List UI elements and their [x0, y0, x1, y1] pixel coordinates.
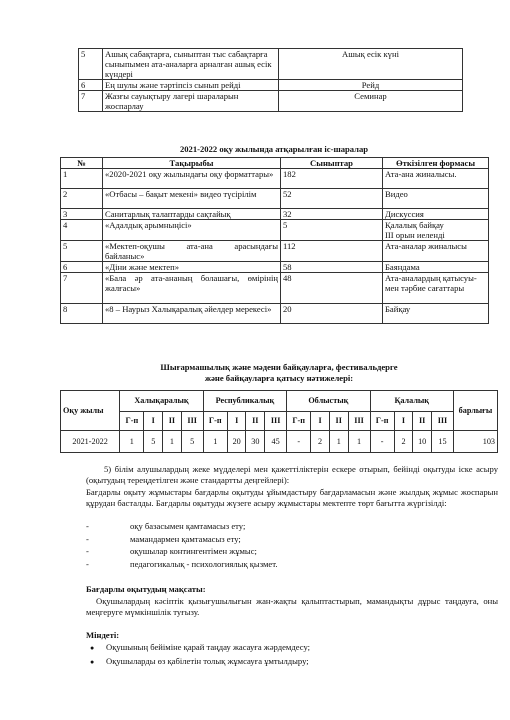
table-row	[61, 273, 489, 304]
section-contests-title-line2: және байқауларға қатысу нәтижелері:	[204, 373, 354, 383]
table-row	[61, 262, 489, 273]
section-contests-title-line1: Шығармашылық және мәдени байқауларға, фестивальдерге	[160, 362, 398, 372]
list-item-text: мамандармен қамтамасыз ету;	[130, 533, 241, 544]
row-value: 15	[431, 431, 453, 453]
row-value: 1	[163, 431, 182, 453]
row-number: 6	[61, 262, 103, 273]
bullet-icon: ●	[90, 644, 95, 652]
row-form: Қалалық байқау ІІІ орын иеленді	[383, 220, 489, 241]
row-topic: «Діни және мектеп»	[103, 262, 281, 273]
row-year: 2021-2022	[61, 431, 120, 453]
row-number: 7	[61, 273, 103, 304]
row-classes: 52	[281, 189, 383, 209]
sub-header-1-1: І	[227, 412, 246, 431]
row-number: 8	[61, 304, 103, 324]
events-2021-2022-table	[60, 157, 489, 324]
row-value: 1	[203, 431, 227, 453]
col-header-form: Өткізілген формасы	[383, 158, 489, 169]
row-number: 3	[61, 209, 103, 220]
row-value: 5	[181, 431, 203, 453]
sub-header-0-0: Г-п	[120, 412, 144, 431]
row-topic: «Мектеп-оқушы ата-ана арасындағы байланыс»	[103, 241, 281, 262]
dash-marker: -	[86, 546, 89, 556]
list-item	[90, 642, 310, 654]
row-value: -	[287, 431, 311, 453]
dash-marker: -	[86, 521, 89, 531]
sub-header-0-3: ІІІ	[181, 412, 203, 431]
col-header-regional: Облыстық	[287, 391, 370, 412]
row-value: 30	[246, 431, 265, 453]
contest-results-table	[60, 390, 498, 453]
row-number: 4	[61, 220, 103, 241]
dash-marker: -	[86, 558, 89, 569]
row-topic: «Отбасы – бақыт мекені» видео түсірілім	[103, 189, 281, 209]
list-item	[86, 521, 245, 532]
table-row	[61, 189, 489, 209]
list-item	[90, 656, 309, 668]
row-value: 1	[348, 431, 370, 453]
group-header-row	[61, 391, 498, 412]
tasks-heading: Міндеті:	[86, 630, 120, 640]
sub-header-0-1: І	[144, 412, 163, 431]
row-topic: Жазғы сауықтыру лагері шараларын жоспарлау	[103, 91, 279, 112]
sub-header-3-0: Г-п	[370, 412, 394, 431]
table-row	[79, 80, 463, 91]
table-row	[79, 91, 463, 112]
section-contests-title	[60, 362, 498, 384]
sub-header-0-2: ІІ	[163, 412, 182, 431]
row-value: 45	[265, 431, 287, 453]
row-topic: Санитарлық талаптарды сақтайық	[103, 209, 281, 220]
row-value: -	[370, 431, 394, 453]
row-topic: «Бала әр ата-ананың болашағы, өмірінің жалғасы»	[103, 273, 281, 304]
row-form: Семинар	[279, 91, 463, 112]
row-classes: 182	[281, 169, 383, 189]
col-header-total: барлығы	[453, 391, 497, 431]
row-value: 2	[311, 431, 330, 453]
table-row	[61, 169, 489, 189]
list-item	[86, 534, 241, 545]
sub-header-2-2: ІІ	[329, 412, 348, 431]
row-form: Дискуссия	[383, 209, 489, 220]
row-topic: «Адалдық арымныңісі»	[103, 220, 281, 241]
row-classes: 32	[281, 209, 383, 220]
row-form: Ашық есік күні	[279, 49, 463, 80]
sub-header-1-3: ІІІ	[265, 412, 287, 431]
row-value: 20	[227, 431, 246, 453]
table-row	[61, 304, 489, 324]
row-total: 103	[453, 431, 497, 453]
col-header-year: Оқу жылы	[61, 391, 120, 431]
table-row	[61, 209, 489, 220]
row-number: 5	[61, 241, 103, 262]
table-row	[61, 220, 489, 241]
row-number: 1	[61, 169, 103, 189]
sub-header-2-0: Г-п	[287, 412, 311, 431]
goal-heading: Бағдарлы оқытудың мақсаты:	[86, 584, 206, 594]
section-2021-2022-title: 2021-2022 оқу жылында атқарылған іс-шаралар	[179, 144, 369, 154]
col-header-num: №	[61, 158, 103, 169]
row-topic: Ең шулы және тәртіпсіз сынып рейді	[103, 80, 279, 91]
table-row	[79, 49, 463, 80]
row-form: Рейд	[279, 80, 463, 91]
dash-marker: -	[86, 533, 89, 544]
row-form: Баяндама	[383, 262, 489, 273]
sub-header-2-1: І	[311, 412, 330, 431]
row-number: 5	[79, 49, 103, 80]
row-topic: «8 – Наурыз Халықаралық әйелдер мерекесі»	[103, 304, 281, 324]
col-header-classes: Сыныптар	[281, 158, 383, 169]
row-value: 1	[329, 431, 348, 453]
col-header-city: Қалалық	[370, 391, 453, 412]
row-form: Видео	[383, 189, 489, 209]
row-classes: 20	[281, 304, 383, 324]
row-classes: 112	[281, 241, 383, 262]
table-header-row	[61, 158, 489, 169]
list-item-text: оқу базасымен қамтамасыз ету;	[130, 521, 246, 531]
sub-header-row	[61, 412, 498, 431]
sub-header-3-3: ІІІ	[431, 412, 453, 431]
sub-header-1-2: ІІ	[246, 412, 265, 431]
list-item-text: оқушылар контингентімен жұмыс;	[130, 546, 257, 556]
row-number: 7	[79, 91, 103, 112]
sub-header-3-2: ІІ	[413, 412, 432, 431]
row-value: 2	[394, 431, 413, 453]
row-value: 5	[144, 431, 163, 453]
sub-header-3-1: І	[394, 412, 413, 431]
col-header-republic: Республикалық	[203, 391, 286, 412]
row-form: Байқау	[383, 304, 489, 324]
sub-header-1-0: Г-п	[203, 412, 227, 431]
list-item-text: педагогикалық - психологиялық қызмет.	[130, 558, 278, 569]
row-number: 2	[61, 189, 103, 209]
col-header-topic: Тақырыбы	[103, 158, 281, 169]
bullet-icon: ●	[90, 658, 95, 666]
list-item	[86, 559, 278, 570]
goal-text: Оқушылардың кәсіптік қызығушылығын жан-жақты қалыптастырып, мамандықты дұрыс таңдауға, оны меңгеруге мүмкіншілік туғызу.	[86, 596, 498, 618]
list-item	[86, 546, 257, 557]
row-value: 1	[120, 431, 144, 453]
paragraph-program: Бағдарлы оқыту жұмыстары бағдарлы оқытуды ұйымдастыру бағдарламасын және жылдық жұмыс жоспарын құрудан басталды. Бағдарлы оқытуды жүзеге асыру жұмыстары мектепте төрт бағытта жүргізілді:	[86, 487, 498, 509]
col-header-international: Халықаралық	[120, 391, 203, 412]
row-form: Ата-ана жиналысы.	[383, 169, 489, 189]
row-value: 10	[413, 431, 432, 453]
paragraph-profile-education: 5) білім алушылардың жеке мүдделері мен қажеттіліктерін ескере отырып, бейінді оқытуды іске асыру (оқытудың тереңдетілген және стандартты деңгейлері):	[86, 464, 498, 486]
row-classes: 5	[281, 220, 383, 241]
table-row	[61, 431, 498, 453]
row-topic: «2020-2021 оқу жылындағы оқу форматтары»	[103, 169, 281, 189]
row-number: 6	[79, 80, 103, 91]
list-item-text: Оқушының бейіміне қарай таңдау жасауға жәрдемдесу;	[106, 642, 311, 652]
list-item-text: Оқушыларды өз қабілетін толық жұмсауға ұмтылдыру;	[106, 656, 309, 666]
activities-table-continued	[78, 48, 463, 112]
row-topic: Ашық сабақтарға, сыныптан тыс сабақтарға сыныпымен ата-аналарға арналған ашық есік күндері	[103, 49, 279, 80]
table-row	[61, 241, 489, 262]
sub-header-2-3: ІІІ	[348, 412, 370, 431]
row-classes: 48	[281, 273, 383, 304]
row-classes: 58	[281, 262, 383, 273]
row-form: Ата-аналар жиналысы	[383, 241, 489, 262]
row-form: Ата-аналардың қатысуы-мен тәрбие сағаттары	[383, 273, 489, 304]
